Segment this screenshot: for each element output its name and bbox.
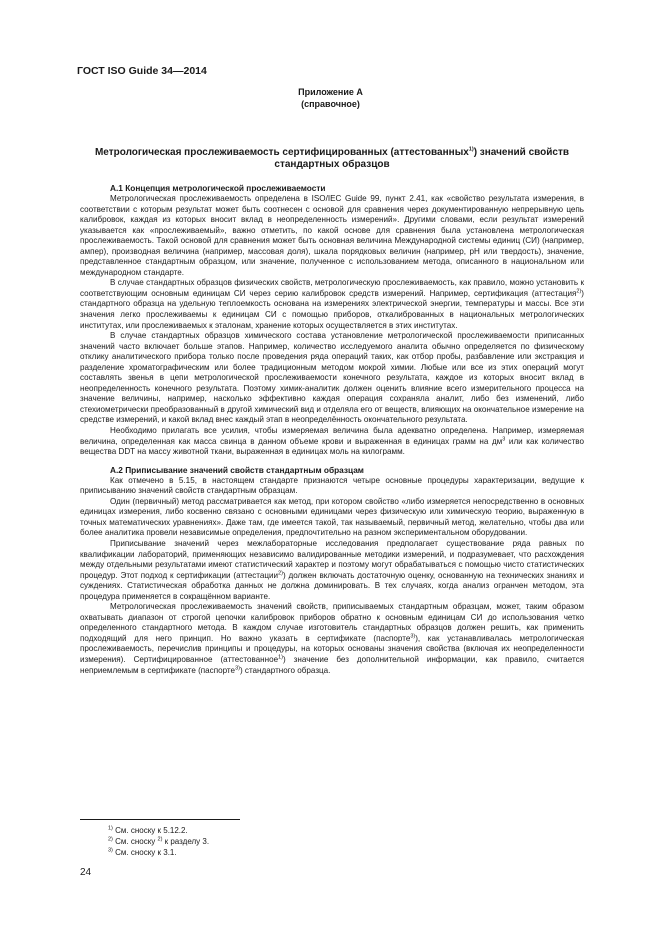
paragraph-text: ) должен включать достаточную оценку, основанную на технических знаниях и суждениях. Статистическая обработка данных не должна доминировать. В тех случаях, когда анализ огранчен методом, эта процедура применяется в сокращённом варианте. (80, 570, 584, 601)
section-heading-a2: А.2 Приписывание значений свойств стандартным образцам (110, 464, 364, 475)
footnote-ref: 3) (410, 633, 416, 640)
footnote-ref: 1) (278, 654, 284, 661)
paragraph-text: ), как устанавливалась метрологическая прослеживаемость, перечислив принципы и процедуры, на которых основаны значения свойства (включая их неопределенности измерения). Сертифицированное (аттестованное (80, 633, 584, 664)
footnote-item (108, 825, 209, 836)
footnote-mark: 1) (108, 825, 113, 832)
paragraph (80, 278, 584, 331)
document-body (80, 183, 584, 676)
footnote-separator (80, 819, 240, 820)
paragraph (80, 426, 584, 458)
footnote-mark: 3) (108, 847, 113, 854)
paragraph: Один (первичный) метод рассматривается как метод, при котором свойство «либо измеряется непосредственно в основных единицах измерения, либо косвенно связано с основными единицами через физическую или химическую теорию, выраженную в точных математических уравнениях». Даже там, где имеется такой, так называемый, первичный метод, желательно, чтобы два или более аналитика провели независимые определения, предпочтительно на разном экспериментальном оборудовании. (80, 496, 584, 538)
annex-title (80, 147, 584, 171)
paragraph-text: ) значение без дополнительной информации, как правило, считается неприемлемым в сертификате (паспорте (80, 654, 585, 675)
footnote-ref: 2) (576, 288, 582, 295)
paragraph-text: ) стандартного образца на удельную теплоемкость основана на измерениях электрической энергии, температуры и массы. Все эти значения легко прослеживаемы к единицам СИ с помощью приборов, откалиброванных в национальных метрологических институтах, или прослеживаемых к эталонам, хранение которых осуществляется в этих институтах. (80, 288, 584, 330)
paragraph-text: Приписывание значений через межлабораторные исследования предполагает существование ряда равных по квалификации лабораторий, применяющих независимо валидированные методики измерений, и подразумевает, что расхождения между отдельными результатами имеют статистический характер и поэтому могут обрабатываться с помощью чисто статистических процедур. Этот подход к сертификации (аттестации (80, 538, 584, 580)
footnotes (108, 825, 209, 858)
paragraph-text: Необходимо прилагать все усилия, чтобы измеряемая величина была адекватно определена. Например, измеряемая величина, определенная как масса свинца в данном объеме крови и выраженная в единицах грамм на дм (80, 426, 584, 446)
page-number: 24 (80, 867, 92, 878)
superscript: 3 (502, 435, 506, 442)
title-text: Метрологическая прослеживаемость сертифицированных (аттестованных (94, 147, 469, 158)
footnote-text: к разделу 3. (162, 837, 210, 846)
footnote-text: См. сноску (112, 837, 158, 846)
paragraph (80, 539, 584, 602)
paragraph-text: В случае стандартных образцов физических свойств, метрологическую прослеживаемость, как правило, можно установить к соответствующим основным единицам СИ через серию калибровок средств измерений. Например, сертификация (аттестация (80, 278, 584, 298)
section-heading-a1: А.1 Концепция метрологической прослеживаемости (110, 183, 326, 193)
footnote-mark: 2) (108, 836, 113, 843)
annex-label: Приложение А (298, 87, 363, 97)
paragraph-text: Метрологическая прослеживаемость значений свойств, приписываемых стандартным образцам, может, таким образом охватывать диапазон от строгой цепочки калибровок приборов обратно к основным единицам СИ до использования четко определенного стандартного метода. В каждом случае изготовитель стандартных образцов должен решить, как применить подходящий для него принцип. Но важно указать в сертификате (паспорте (80, 602, 584, 643)
paragraph-text: ) стандартного образца. (239, 665, 331, 675)
annex-heading (0, 86, 661, 110)
title-text-cont: ) значений свойств стандартных образцов (274, 147, 570, 170)
footnote-item (108, 836, 209, 847)
footnote-ref: 2) (157, 836, 163, 843)
footnote-item (108, 847, 209, 858)
document-header: ГОСТ ISO Guide 34—2014 (77, 65, 207, 77)
paragraph: В случае стандартных образцов химического состава установление метрологической прослеживаемости приписанных значений часто включает больше этапов. Например, количество исследуемого аналита обычно определяется по физическому отклику аналитического прибора только после проведения ряда операций таких, как отбор пробы, разбавление или экстракция и разделение хроматографическим или более традиционным методом мокрой химии. Любые или все из этих операций могут составлять звенья в цепи метрологической прослеживаемости конечного результата, каждое из которых вносит вклад в неопределенность конечного результата. Поэтому химик-аналитик должен оценить влияние всего измерительного процесса на значение величины, например, насколько эффективно каждая операция сохраняла аналит, либо без изменений, либо стехиометрически преобразованный в другой химический вид и отделяла его от веществ, влияющих на окончательное измерение на средстве измерений, и какой вклад внес каждый этап в неопределённость окончательного результата. (80, 331, 584, 425)
paragraph: Как отмечено в 5.15, в настоящем стандарте признаются четыре основные процедуры характеризации, ведущие к приписыванию значений свойств стандартным образцам. (80, 475, 584, 496)
footnote-ref: 2) (278, 569, 283, 576)
paragraph: Метрологическая прослеживаемость определена в ISO/IEC Guide 99, пункт 2.41, как «свойство результата измерения, в соответствии с которым результат может быть соотнесен с основой для сравнения через документированную непрерывную цепь калибровок, каждая из которых вносит вклад в неопределенность измерений». Другими словами, если результат измерений указывается как «прослеживаемый», важно отметить, по какой основе для сравнения была установлена метрологическая прослеживаемость. Такой основой для сравнения может быть основная величина Международной системы единиц (СИ) (например, ампер), производная величина (например, массовая доля), шкала порядковых величин (например, pH или твердость), значение, представленное стандартным образцом, или значение, полученное с использованием метода, описанного в национальном или международном стандарте. (80, 194, 584, 277)
footnote-text: См. сноску к 5.12.2. (112, 826, 188, 835)
paragraph-text: или как количество вещества DDT на массу животной ткани, выраженная в единицах моль на килограмм. (80, 436, 585, 457)
footnote-text: См. сноску к 3.1. (112, 848, 177, 857)
annex-type: (справочное) (301, 99, 360, 109)
paragraph (80, 602, 584, 676)
footnote-ref: 1) (468, 146, 474, 153)
footnote-ref: 3) (235, 664, 240, 671)
